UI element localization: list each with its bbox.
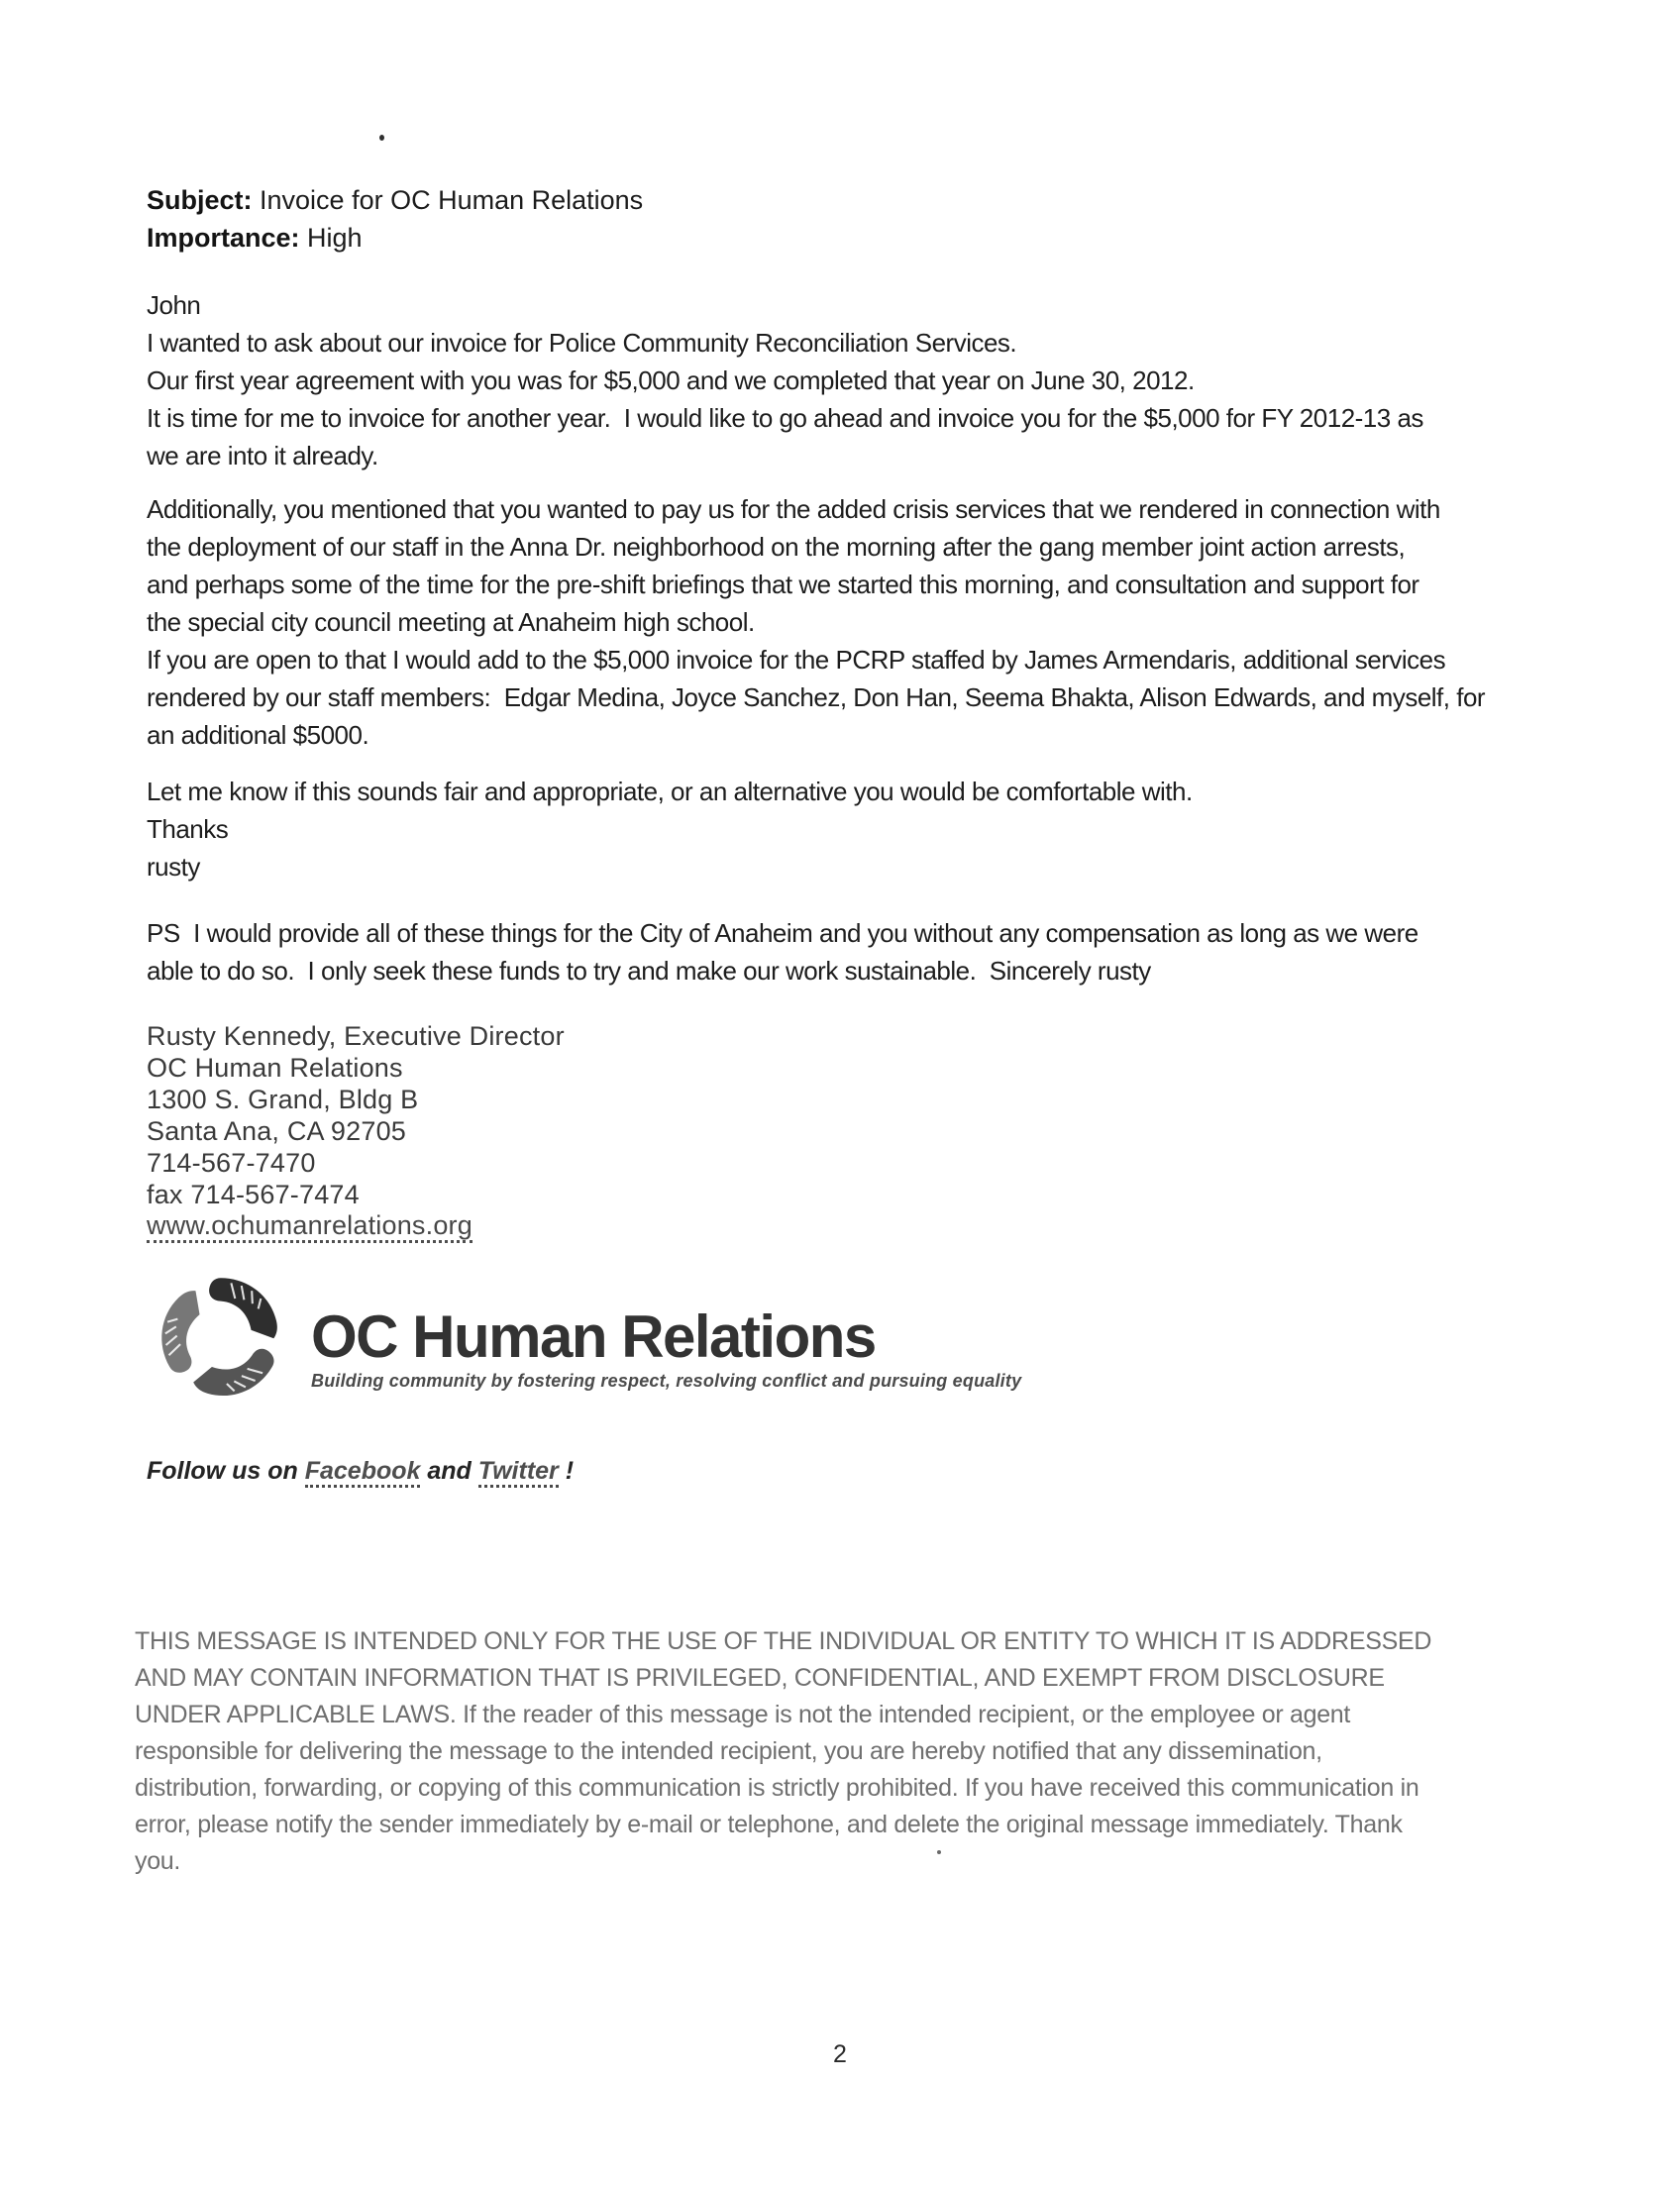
page-number: 2 — [833, 2040, 847, 2068]
importance-line — [147, 219, 1680, 257]
signature-line: 714-567-7470 — [147, 1148, 316, 1178]
email-body — [147, 286, 1680, 989]
body-text-line: Let me know if this sounds fair and appropriate, or an alternative you would be comfortable with. — [147, 777, 1193, 806]
disclaimer-line: you. — [135, 1847, 181, 1875]
body-text-line: Thanks — [147, 814, 229, 844]
confidentiality-disclaimer — [135, 1623, 1680, 1880]
logo-text — [311, 1303, 1022, 1392]
paragraph-invoice-request — [147, 286, 1680, 474]
body-text-line: we are into it already. — [147, 441, 378, 470]
body-text-line: the special city council meeting at Anaheim high school. — [147, 607, 755, 637]
hands-circle-logo-icon — [157, 1271, 285, 1404]
email-header — [147, 181, 1680, 257]
follow-prefix: Follow us on — [147, 1457, 305, 1485]
body-text-line: If you are open to that I would add to the $5,000 invoice for the PCRP staffed by James Armendaris, additional services — [147, 645, 1446, 675]
paragraph-additional-services — [147, 490, 1680, 754]
social-follow-line — [147, 1457, 1680, 1486]
subject-line — [147, 181, 1680, 219]
website-link[interactable]: www.ochumanrelations.org — [147, 1210, 472, 1243]
twitter-link[interactable]: Twitter — [478, 1457, 559, 1488]
body-text-line: an additional $5000. — [147, 720, 369, 750]
body-text-line: It is time for me to invoice for another year. I would like to go ahead and invoice you for the $5,000 for FY 2012-13 as — [147, 403, 1423, 433]
body-text-line: Our first year agreement with you was for $5,000 and we completed that year on June 30, 2012. — [147, 365, 1195, 395]
importance-value: High — [299, 223, 363, 253]
disclaimer-line: distribution, forwarding, or copying of this communication is strictly prohibited. If you have received this communication in — [135, 1774, 1419, 1802]
facebook-link[interactable]: Facebook — [305, 1457, 421, 1488]
body-text-line: and perhaps some of the time for the pre-shift briefings that we started this morning, and consultation and support for — [147, 570, 1419, 599]
scan-artifact-dot — [937, 1850, 941, 1854]
disclaimer-line: AND MAY CONTAIN INFORMATION THAT IS PRIVILEGED, CONFIDENTIAL, AND EXEMPT FROM DISCLOSURE — [135, 1664, 1385, 1692]
logo-tagline: Building community by fostering respect, resolving conflict and pursuing equality — [311, 1371, 1022, 1391]
signature-block — [147, 1020, 1680, 1243]
follow-and: and — [420, 1457, 478, 1485]
body-text-line: Additionally, you mentioned that you wanted to pay us for the added crisis services that we rendered in connection with — [147, 494, 1440, 524]
body-text-line: PS I would provide all of these things for the City of Anaheim and you without any compensation as long as we were — [147, 918, 1418, 948]
body-text-line: able to do so. I only seek these funds to try and make our work sustainable. Sincerely rusty — [147, 956, 1151, 986]
body-text-line: rusty — [147, 852, 200, 882]
importance-label: Importance: — [147, 223, 300, 253]
disclaimer-line: UNDER APPLICABLE LAWS. If the reader of this message is not the intended recipient, or the employee or agent — [135, 1701, 1351, 1728]
follow-suffix: ! — [558, 1457, 575, 1485]
disclaimer-line: responsible for delivering the message to the intended recipient, you are hereby notified that any dissemination, — [135, 1737, 1322, 1765]
logo-title: OC Human Relations — [311, 1303, 876, 1370]
signature-line: 1300 S. Grand, Bldg B — [147, 1085, 419, 1114]
signature-line: OC Human Relations — [147, 1053, 403, 1083]
body-text-line: John — [147, 290, 201, 320]
body-text-line: the deployment of our staff in the Anna Dr. neighborhood on the morning after the gang member joint action arrests, — [147, 532, 1406, 562]
signature-line: Rusty Kennedy, Executive Director — [147, 1021, 565, 1051]
subject-label: Subject: — [147, 185, 253, 215]
signature-line: fax 714-567-7474 — [147, 1180, 360, 1209]
body-text-line: I wanted to ask about our invoice for Police Community Reconciliation Services. — [147, 328, 1017, 358]
body-text-line: rendered by our staff members: Edgar Medina, Joyce Sanchez, Don Han, Seema Bhakta, Alison Edwards, and myself, for — [147, 682, 1486, 712]
signature-lines — [147, 1020, 1680, 1210]
signature-line: Santa Ana, CA 92705 — [147, 1116, 407, 1146]
org-logo-block — [147, 1271, 1680, 1404]
paragraph-ps — [147, 914, 1680, 989]
paragraph-closing — [147, 773, 1680, 885]
scan-artifact-dot — [379, 135, 384, 141]
disclaimer-line: THIS MESSAGE IS INTENDED ONLY FOR THE USE OF THE INDIVIDUAL OR ENTITY TO WHICH IT IS ADDRESSED — [135, 1627, 1432, 1655]
subject-value: Invoice for OC Human Relations — [252, 185, 644, 215]
disclaimer-line: error, please notify the sender immediately by e-mail or telephone, and delete the original message immediately. Thank — [135, 1811, 1403, 1838]
